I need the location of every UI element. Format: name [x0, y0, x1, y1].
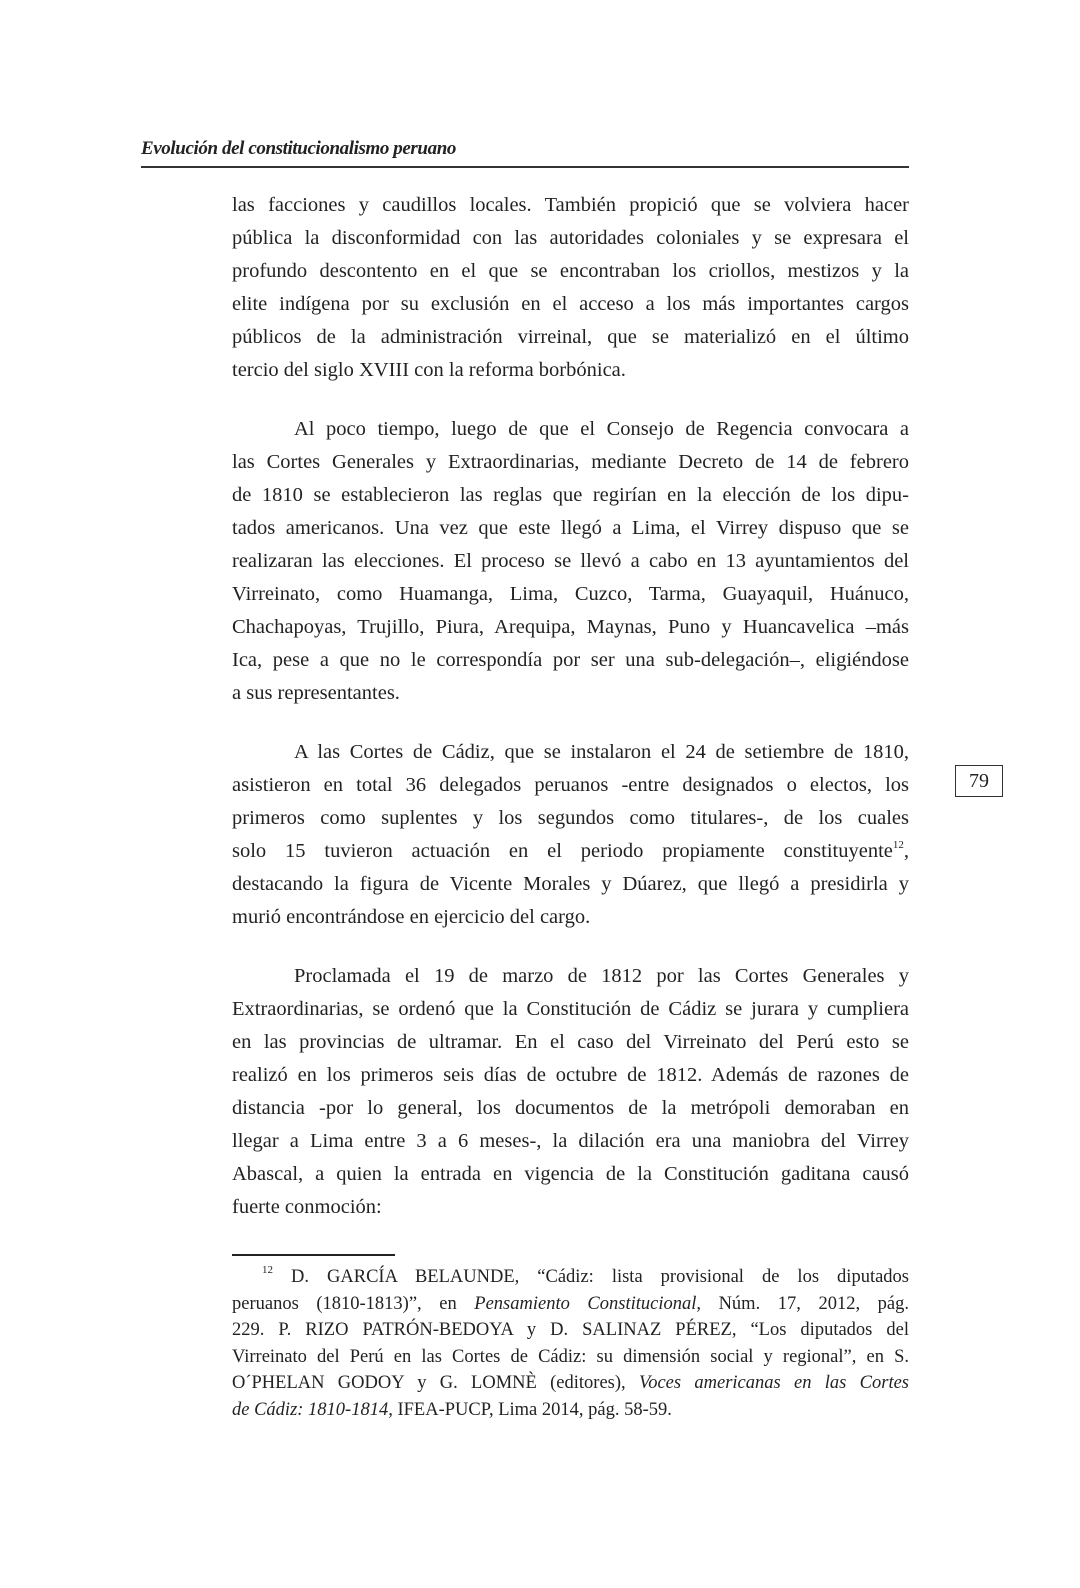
- text-span: Abascal, a quien la entrada en vigencia de la Constitución gaditana causó: [232, 1163, 909, 1185]
- text-line: [232, 446, 909, 479]
- paragraph-2: [232, 413, 909, 710]
- text-span: A las Cortes de Cádiz, que se instalaron el 24 de setiembre de 1810,: [294, 741, 909, 763]
- text-span: tercio del siglo XVIII con la reforma borbónica.: [232, 359, 626, 381]
- text-span: asistieron en total 36 delegados peruanos -entre designados o electos, los: [232, 774, 909, 796]
- text-span: murió encontrándose en ejercicio del cargo.: [232, 906, 591, 928]
- text-line: [232, 736, 909, 769]
- footnote-rule: [232, 1254, 395, 1256]
- text-line: [232, 189, 909, 222]
- text-span: primeros como suplentes y los segundos como titulares-, de los cuales: [232, 807, 909, 829]
- text-line: [232, 1370, 909, 1397]
- text-line: [232, 868, 909, 901]
- text-line: [232, 960, 909, 993]
- text-span: peruanos (1810-1813)”, en: [232, 1293, 475, 1314]
- header-rule: [141, 166, 909, 168]
- text-line: [232, 1092, 909, 1125]
- paragraph-3: [232, 736, 909, 934]
- text-line: [232, 354, 909, 387]
- text-line: [232, 901, 909, 934]
- text-span: Al poco tiempo, luego de que el Consejo de Regencia convocara a: [294, 418, 909, 440]
- text-line: [232, 993, 909, 1026]
- italic-text: Voces americanas en las Cortes: [638, 1373, 909, 1393]
- footnote-12: [232, 1264, 909, 1423]
- text-line: [232, 578, 909, 611]
- text-span: distancia -por lo general, los documentos de la metrópoli demoraban en: [232, 1097, 909, 1119]
- running-header: Evolución del constitucionalismo peruano: [141, 138, 456, 159]
- text-line: [232, 644, 909, 677]
- italic-text: Pensamiento Constitucional: [474, 1293, 697, 1314]
- text-span: de 1810 se establecieron las reglas que regirían en la elección de los dipu-: [232, 484, 909, 506]
- text-span: tados americanos. Una vez que este llegó a Lima, el Virrey dispuso que se: [232, 517, 909, 539]
- text-line: [232, 769, 909, 802]
- text-span: Chachapoyas, Trujillo, Piura, Arequipa, Maynas, Puno y Huancavelica –más: [232, 616, 909, 638]
- text-line: [232, 1317, 909, 1344]
- text-line: [232, 835, 909, 868]
- text-span: realizó en los primeros seis días de octubre de 1812. Además de razones de: [232, 1064, 909, 1086]
- text-line: [232, 479, 909, 512]
- footnote-marker: 12: [262, 1264, 273, 1276]
- text-span: profundo descontento en el que se encontraban los criollos, mestizos y la: [232, 260, 909, 282]
- text-line: [232, 321, 909, 354]
- text-span: solo 15 tuvieron actuación en el periodo propiamente constituyente: [232, 840, 893, 862]
- text-line: [232, 1026, 909, 1059]
- text-span: Ica, pese a que no le correspondía por ser una sub-delegación–, eligiéndose: [232, 649, 909, 671]
- page-number: 79: [955, 765, 1003, 797]
- text-line: [232, 1125, 909, 1158]
- text-line: [232, 1264, 909, 1291]
- footnote-marker: 12: [892, 839, 904, 851]
- text-span: D. GARCÍA BELAUNDE, “Cádiz: lista provisional de los diputados: [273, 1267, 909, 1287]
- text-line: [232, 413, 909, 446]
- text-span: IFEA-PUCP, Lima 2014, pág. 58-59.: [392, 1399, 672, 1420]
- text-line: [232, 222, 909, 255]
- text-span: 229. P. RIZO PATRÓN-BEDOYA y D. SALINAZ PÉREZ, “Los diputados del: [232, 1320, 909, 1340]
- text-line: [232, 611, 909, 644]
- text-span: realizaran las elecciones. El proceso se llevó a cabo en 13 ayuntamientos del: [232, 550, 909, 572]
- text-span: elite indígena por su exclusión en el acceso a los más importantes cargos: [232, 293, 909, 315]
- text-span: en las provincias de ultramar. En el caso del Virreinato del Perú esto se: [232, 1031, 909, 1053]
- text-span: las facciones y caudillos locales. También propició que se volviera hacer: [232, 194, 909, 216]
- text-span: las Cortes Generales y Extraordinarias, mediante Decreto de 14 de febrero: [232, 451, 909, 473]
- text-line: [232, 512, 909, 545]
- text-line: [232, 545, 909, 578]
- text-line: [232, 288, 909, 321]
- italic-text: de Cádiz: 1810-1814,: [232, 1399, 393, 1420]
- text-span: pública la disconformidad con las autoridades coloniales y se expresara el: [232, 227, 909, 249]
- paragraph-4: [232, 960, 909, 1224]
- text-span: destacando la figura de Vicente Morales y Dúarez, que llegó a presidirla y: [232, 873, 909, 895]
- paragraph-1: [232, 189, 909, 387]
- text-line: [232, 677, 909, 710]
- text-span: fuerte conmoción:: [232, 1196, 382, 1218]
- text-line: [232, 255, 909, 288]
- text-span: ,: [903, 840, 909, 862]
- text-span: Virreinato, como Huamanga, Lima, Cuzco, Tarma, Guayaquil, Huánuco,: [232, 583, 909, 605]
- text-line: [232, 1344, 909, 1371]
- text-span: Virreinato del Perú en las Cortes de Cádiz: su dimensión social y regional”, en S.: [232, 1346, 909, 1367]
- text-span: O´PHELAN GODOY y G. LOMNÈ (editores),: [232, 1373, 639, 1393]
- text-span: llegar a Lima entre 3 a 6 meses-, la dilación era una maniobra del Virrey: [232, 1130, 909, 1152]
- text-line: [232, 1158, 909, 1191]
- text-line: [232, 1191, 909, 1224]
- text-line: [232, 1059, 909, 1092]
- text-span: públicos de la administración virreinal, que se materializó en el último: [232, 326, 909, 348]
- text-span: Extraordinarias, se ordenó que la Constitución de Cádiz se jurara y cumpliera: [232, 998, 909, 1020]
- text-line: [232, 1291, 909, 1318]
- text-span: Proclamada el 19 de marzo de 1812 por las Cortes Generales y: [294, 965, 909, 987]
- text-span: a sus representantes.: [232, 682, 400, 704]
- text-span: , Núm. 17, 2012, pág.: [696, 1293, 910, 1314]
- text-line: [232, 802, 909, 835]
- text-line: [232, 1397, 909, 1424]
